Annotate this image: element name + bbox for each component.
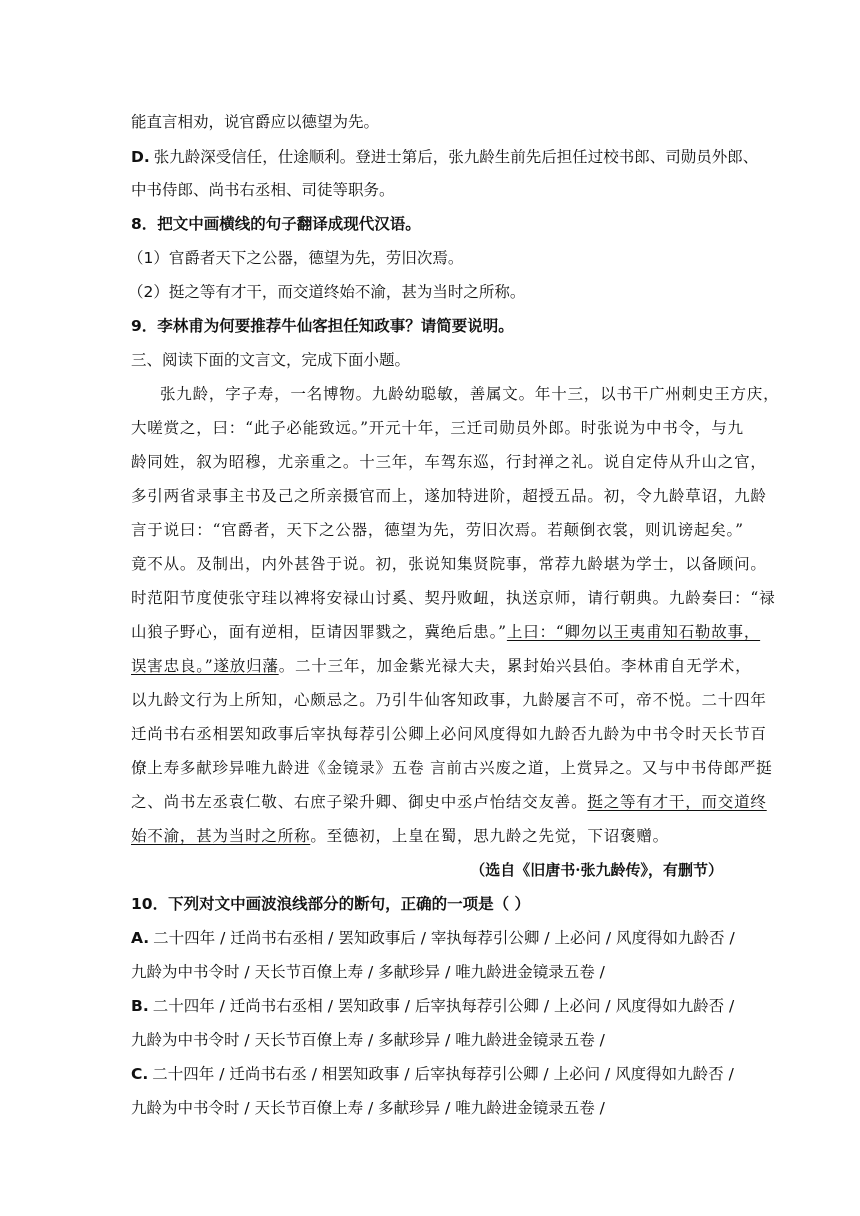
option-text: 九龄为中书令时 / 天长节百僚上寿 / 多献珍异 / 唯九龄进金镜录五卷 /: [131, 1099, 605, 1117]
option-c: [131, 1063, 734, 1085]
passage-text: 。至德初，上皇在蜀，思九龄之先觉，下诏褒赠。: [310, 827, 669, 845]
passage-source: （选自《旧唐书·张九龄传》，有删节）: [470, 861, 723, 879]
option-b-continuation: [131, 1029, 731, 1051]
option-letter: C.: [131, 1065, 149, 1083]
text-line: （2）挺之等有才干，而交道终始不渝，甚为当时之所称。: [128, 283, 526, 301]
passage-text: 。二十三年，加金紫光禄大夫，累封始兴县伯。李林甫自无学术，: [278, 657, 752, 675]
text-line: 能直言相劝，说官爵应以德望为先。: [131, 113, 380, 131]
section-3-heading: [131, 349, 731, 371]
question-text: 8．把文中画横线的句子翻译成现代汉语。: [131, 215, 421, 233]
underlined-sentence: 挺之等有才干，而交道终: [587, 793, 767, 811]
passage-text: 多引两省录事主书及己之所亲摄官而上，遂加特进阶，超授五品。初，令九龄草诏，九龄: [131, 487, 767, 505]
question-text: 10．下列对文中画波浪线部分的断句，正确的一项是（ ）: [131, 895, 530, 913]
passage-text: 迁尚书右丞相罢知政事后宰执每荐引公卿上必问风度得如九龄否九龄为中书令时天长节百: [131, 725, 767, 743]
passage-line: [131, 723, 767, 745]
option-c-continuation: [131, 1097, 731, 1119]
option-letter: B.: [131, 997, 149, 1015]
question-text: 9．李林甫为何要推荐牛仙客担任知政事？请简要说明。: [131, 317, 514, 335]
option-text: 二十四年 / 迁尚书右丞相 / 罢知政事 / 后宰执每荐引公卿 / 上必问 / 风度得如九龄否 /: [152, 997, 735, 1015]
option-d-continuation: [131, 179, 731, 201]
question-10: [131, 893, 731, 915]
section-heading: 三、阅读下面的文言文，完成下面小题。: [131, 351, 411, 369]
passage-text: 山狼子野心，面有逆相，臣请因罪戮之，冀绝后患。”: [131, 623, 507, 641]
passage-text: 大嗟赏之，曰：“此子必能致远。”开元十年，三迁司勋员外郎。时张说为中书令，与九: [131, 419, 744, 437]
passage-line: [131, 791, 767, 813]
question-9: [131, 315, 731, 337]
option-text: 二十四年 / 迁尚书右丞 / 相罢知政事 / 后宰执每荐引公卿 / 上必问 / 风度得如九龄否 /: [152, 1065, 734, 1083]
passage-line: [131, 587, 776, 609]
option-text: 二十四年 / 迁尚书右丞相 / 罢知政事后 / 宰执每荐引公卿 / 上必问 / 风度得如九龄否 /: [153, 929, 735, 947]
passage-line: [131, 689, 767, 711]
passage-line: [131, 757, 773, 779]
passage-line: [131, 553, 767, 575]
passage-text: 龄同姓，叙为昭穆，尤亲重之。十三年，车驾东巡，行封禅之礼。说自定侍从升山之官，: [131, 453, 767, 471]
passage-line: [131, 485, 767, 507]
passage-text: 之、尚书左丞袁仁敬、右庶子梁升卿、御史中丞卢怡结交友善。: [131, 793, 588, 811]
passage-text: 时范阳节度使张守珪以裨将安禄山讨奚、契丹败衄，执送京师，请行朝典。九龄奏曰：“禄: [131, 589, 776, 607]
passage-line: [131, 519, 744, 541]
option-text: 九龄为中书令时 / 天长节百僚上寿 / 多献珍异 / 唯九龄进金镜录五卷 /: [131, 1031, 605, 1049]
passage-text: 僚上寿多献珍异唯九龄进《金镜录》五卷 言前古兴废之道，上赏异之。又与中书侍郎严挺: [131, 759, 773, 777]
option-d: [131, 146, 759, 168]
option-a-continuation: [131, 961, 731, 983]
option-letter: A.: [131, 929, 150, 947]
passage-line: [131, 417, 744, 439]
option-b: [131, 995, 735, 1017]
option-a: [131, 927, 735, 949]
passage-line: [131, 825, 731, 847]
passage-line: [160, 383, 780, 405]
underlined-sentence: 误害忠良。”遂放归藩: [131, 657, 279, 675]
passage-text: 张九龄，字子寿，一名博物。九龄幼聪敏，善属文。年十三，以书干广州刺史王方庆，: [160, 385, 780, 403]
option-text: 张九龄深受信任，仕途顺利。登进士第后，张九龄生前先后担任过校书郎、司勋员外郎、: [153, 148, 759, 166]
option-c-continuation: [131, 111, 731, 133]
question-8: [131, 213, 731, 235]
passage-line: [131, 621, 761, 643]
option-letter: D.: [131, 148, 150, 166]
underlined-sentence: 上曰：“卿勿以王夷甫知石勒故事，: [506, 623, 761, 641]
question-8-part-1: [128, 247, 728, 269]
text-line: （1）官爵者天下之公器，德望为先，劳旧次焉。: [128, 249, 464, 267]
passage-text: 言于说曰：“官爵者，天下之公器，德望为先，劳旧次焉。若颠倒衣裳，则讥谤起矣。”: [131, 521, 744, 539]
passage-line: [131, 655, 752, 677]
passage-text: 以九龄文行为上所知，心颇忌之。乃引牛仙客知政事，九龄屡言不可，帝不悦。二十四年: [131, 691, 767, 709]
option-text: 九龄为中书令时 / 天长节百僚上寿 / 多献珍异 / 唯九龄进金镜录五卷 /: [131, 963, 605, 981]
passage-line: [131, 451, 767, 473]
question-8-part-2: [128, 281, 728, 303]
underlined-sentence: 始不渝，甚为当时之所称: [131, 827, 311, 845]
passage-text: 竟不从。及制出，内外甚咎于说。初，张说知集贤院事，常荐九龄堪为学士，以备顾问。: [131, 555, 767, 573]
text-line: 中书侍郎、尚书右丞相、司徒等职务。: [131, 181, 395, 199]
